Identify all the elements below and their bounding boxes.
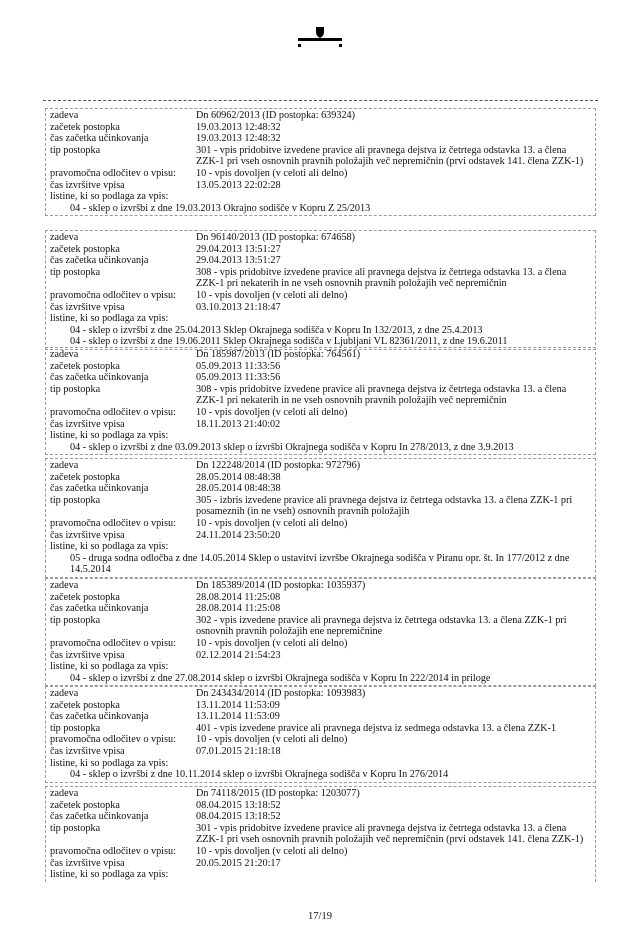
documents-label: listine, ki so podlaga za vpis: [50, 661, 169, 673]
field-value: 13.11.2014 11:53:09 [196, 699, 280, 711]
field-row-odlocitev [50, 638, 595, 650]
field-value: 28.05.2014 08:48:38 [196, 483, 281, 495]
document-item: 04 - sklep o izvršbi z dne 10.11.2014 sklep o izvršbi Okrajnega sodišča v Kopru In 276/2014 [70, 769, 449, 781]
entry-record [45, 786, 596, 882]
field-label: čas izvršitve vpisa [50, 179, 125, 191]
field-label: čas začetka učinkovanja [50, 711, 149, 723]
entry-record [45, 230, 596, 350]
field-value: 305 - izbris izvedene pravice ali pravnega dejstva iz četrtega odstavka 13. a člena ZZK-1 pri posameznih (in ne vseh) osnovnih pravnih položajih [196, 494, 573, 518]
field-row-zacetek [50, 800, 595, 812]
field-label: zadeva [50, 349, 79, 360]
field-value: 13.05.2013 22:02:28 [196, 179, 281, 191]
field-value: 28.08.2014 11:25:08 [196, 591, 281, 603]
field-value: 10 - vpis dovoljen (v celoti ali delno) [196, 637, 348, 649]
field-value: 02.12.2014 21:54:23 [196, 649, 281, 661]
field-value: 401 - vpis izvedene pravice ali pravnega dejstva iz sedmega odstavka 13. a člena ZZK-1 [196, 722, 557, 734]
field-label: tip postopka [50, 266, 101, 278]
field-label: zadeva [50, 688, 79, 699]
field-value: 19.03.2013 12:48:32 [196, 133, 281, 145]
field-label: tip postopka [50, 822, 101, 834]
field-row-zadeva [50, 460, 595, 472]
field-row-zacetek [50, 122, 595, 134]
field-value: 13.11.2014 11:53:09 [196, 711, 280, 723]
field-value: Dn 60962/2013 (ID postopka: 639324) [196, 110, 356, 121]
field-row-zacetek [50, 361, 595, 373]
field-row-cas-ucinkovanja [50, 811, 595, 823]
field-label: tip postopka [50, 144, 101, 156]
field-row-cas-izvrsitve [50, 746, 595, 758]
field-row-cas-izvrsitve [50, 650, 595, 662]
coat-of-arms-logo-icon [296, 26, 344, 48]
field-row-cas-izvrsitve [50, 302, 595, 314]
field-value: Dn 185389/2014 (ID postopka: 1035937) [196, 580, 366, 591]
field-label: pravomočna odločitev o vpisu: [50, 289, 176, 301]
entry-record [45, 108, 596, 216]
field-value: 10 - vpis dovoljen (v celoti ali delno) [196, 406, 348, 418]
documents-label: listine, ki so podlaga za vpis: [50, 191, 169, 203]
documents-label: listine, ki so podlaga za vpis: [50, 313, 169, 325]
field-label: zadeva [50, 580, 79, 591]
field-value: 301 - vpis pridobitve izvedene pravice ali pravnega dejstva iz četrtega odstavka 13. a člena ZZK-1 pri vseh osnovnih pravnih položajih več nepremičnin (prvi odstavek 141. člena ZZK-1) [196, 144, 584, 168]
document-item: 04 - sklep o izvršbi z dne 27.08.2014 sklep o izvršbi Okrajnega sodišča v Kopru In 222/2014 in priloge [70, 672, 491, 684]
field-row-tip [50, 145, 595, 168]
field-row-cas-izvrsitve [50, 180, 595, 192]
field-row-zadeva [50, 110, 595, 122]
field-value: 05.09.2013 11:33:56 [196, 360, 281, 372]
entry-record [45, 458, 596, 578]
field-value: 07.01.2015 21:18:18 [196, 745, 281, 757]
field-value: 302 - vpis izvedene pravice ali pravnega dejstva iz četrtega odstavka 13. a člena ZZK-1 pri osnovnih pravnih položajih ene nepremičnine [196, 614, 567, 638]
field-label: čas začetka učinkovanja [50, 811, 149, 823]
field-value: 08.04.2015 13:18:52 [196, 811, 281, 823]
field-row-zadeva [50, 349, 595, 361]
field-value: 28.05.2014 08:48:38 [196, 471, 281, 483]
field-label: začetek postopka [50, 699, 120, 711]
document-item: 05 - druga sodna odločba z dne 14.05.2014 Sklep o ustavitvi izvršbe Okrajnega sodišča v Piranu opr. št. In 177/2012 z dne 14.5.2014 [70, 552, 570, 576]
field-value: Dn 243434/2014 (ID postopka: 1093983) [196, 688, 366, 699]
field-row-zadeva [50, 788, 595, 800]
field-value: 19.03.2013 12:48:32 [196, 121, 281, 133]
field-row-odlocitev [50, 407, 595, 419]
field-row-odlocitev [50, 168, 595, 180]
field-label: zadeva [50, 110, 79, 121]
field-label: začetek postopka [50, 471, 120, 483]
documents-label: listine, ki so podlaga za vpis: [50, 541, 169, 553]
field-value: Dn 74118/2015 (ID postopka: 1203077) [196, 788, 360, 799]
field-row-tip [50, 267, 595, 290]
field-label: pravomočna odločitev o vpisu: [50, 845, 176, 857]
field-row-cas-izvrsitve [50, 858, 595, 870]
field-value: 08.04.2015 13:18:52 [196, 799, 281, 811]
field-label: pravomočna odločitev o vpisu: [50, 637, 176, 649]
field-row-odlocitev [50, 290, 595, 302]
entry-record [45, 347, 596, 455]
field-value: 308 - vpis pridobitve izvedene pravice ali pravnega dejstva iz četrtega odstavka 13. a člena ZZK-1 pri nekaterih in ne vseh osnovnih pravnih položajih več nepremičnin [196, 383, 567, 407]
field-label: začetek postopka [50, 121, 120, 133]
field-value: 10 - vpis dovoljen (v celoti ali delno) [196, 289, 348, 301]
field-label: zadeva [50, 460, 79, 471]
field-row-zadeva [50, 688, 595, 700]
field-label: tip postopka [50, 614, 101, 626]
field-row-zacetek [50, 700, 595, 712]
field-row-cas-ucinkovanja [50, 603, 595, 615]
field-row-tip [50, 495, 595, 518]
field-value: 29.04.2013 13:51:27 [196, 243, 281, 255]
field-value: Dn 185987/2013 (ID postopka: 764561) [196, 349, 361, 360]
field-row-cas-izvrsitve [50, 419, 595, 431]
documents-label: listine, ki so podlaga za vpis: [50, 757, 169, 769]
field-label: čas izvršitve vpisa [50, 857, 125, 869]
documents-label: listine, ki so podlaga za vpis: [50, 430, 169, 442]
field-value: 20.05.2015 21:20:17 [196, 857, 281, 869]
field-label: tip postopka [50, 383, 101, 395]
field-value: 10 - vpis dovoljen (v celoti ali delno) [196, 167, 348, 179]
field-value: 24.11.2014 23:50:20 [196, 529, 281, 541]
field-value: 308 - vpis pridobitve izvedene pravice ali pravnega dejstva iz četrtega odstavka 13. a člena ZZK-1 pri nekaterih in ne vseh osnovnih pravnih položajih več nepremičnin [196, 266, 567, 290]
field-row-tip [50, 823, 595, 846]
field-label: čas začetka učinkovanja [50, 133, 149, 145]
field-label: pravomočna odločitev o vpisu: [50, 167, 176, 179]
field-label: čas izvršitve vpisa [50, 418, 125, 430]
field-row-cas-ucinkovanja [50, 711, 595, 723]
field-value: Dn 122248/2014 (ID postopka: 972796) [196, 460, 361, 471]
field-label: čas izvršitve vpisa [50, 649, 125, 661]
field-row-odlocitev [50, 734, 595, 746]
field-value: 10 - vpis dovoljen (v celoti ali delno) [196, 734, 348, 746]
field-label: pravomočna odločitev o vpisu: [50, 734, 176, 746]
field-label: čas začetka učinkovanja [50, 255, 149, 267]
field-row-cas-izvrsitve [50, 530, 595, 542]
field-label: začetek postopka [50, 243, 120, 255]
field-label: čas začetka učinkovanja [50, 372, 149, 384]
field-label: čas izvršitve vpisa [50, 529, 125, 541]
field-label: čas začetka učinkovanja [50, 603, 149, 615]
field-row-zadeva [50, 232, 595, 244]
field-row-zadeva [50, 580, 595, 592]
field-value: 10 - vpis dovoljen (v celoti ali delno) [196, 845, 348, 857]
field-row-odlocitev [50, 846, 595, 858]
document-item: 04 - sklep o izvršbi z dne 25.04.2013 Sklep Okrajnega sodišča v Kopru In 132/2013, z dne 25.4.2013 [70, 324, 483, 336]
field-row-tip [50, 723, 595, 735]
field-label: zadeva [50, 232, 79, 243]
field-label: čas izvršitve vpisa [50, 301, 125, 313]
field-row-tip [50, 615, 595, 638]
field-label: pravomočna odločitev o vpisu: [50, 517, 176, 529]
field-row-tip [50, 384, 595, 407]
field-label: začetek postopka [50, 360, 120, 372]
field-value: 03.10.2013 21:18:47 [196, 301, 281, 313]
field-label: tip postopka [50, 494, 101, 506]
entry-record [45, 686, 596, 783]
field-label: začetek postopka [50, 799, 120, 811]
field-row-cas-ucinkovanja [50, 483, 595, 495]
document-item: 04 - sklep o izvršbi z dne 19.03.2013 Okrajno sodišče v Kopru Z 25/2013 [70, 202, 371, 214]
field-value: 18.11.2013 21:40:02 [196, 418, 281, 430]
field-row-zacetek [50, 472, 595, 484]
field-value: 28.08.2014 11:25:08 [196, 603, 281, 615]
field-row-zacetek [50, 592, 595, 604]
entry-record [45, 578, 596, 686]
field-row-zacetek [50, 244, 595, 256]
field-value: 301 - vpis pridobitve izvedene pravice ali pravnega dejstva iz četrtega odstavka 13. a člena ZZK-1 pri vseh osnovnih pravnih položajih več nepremičnin (prvi odstavek 141. člena ZZK-1) [196, 822, 584, 846]
documents-label: listine, ki so podlaga za vpis: [50, 869, 169, 881]
field-value: 05.09.2013 11:33:56 [196, 372, 281, 384]
field-row-cas-ucinkovanja [50, 133, 595, 145]
field-row-cas-ucinkovanja [50, 255, 595, 267]
field-label: čas začetka učinkovanja [50, 483, 149, 495]
field-label: začetek postopka [50, 591, 120, 603]
field-label: tip postopka [50, 722, 101, 734]
field-label: zadeva [50, 788, 79, 799]
field-row-odlocitev [50, 518, 595, 530]
header-separator [43, 100, 598, 101]
page-number: 17/19 [308, 911, 332, 922]
document-item: 04 - sklep o izvršbi z dne 19.06.2011 Sklep Okrajnega sodišča v Ljubljani VL 82361/2011, z dne 19.6.2011 [70, 336, 508, 348]
field-label: čas izvršitve vpisa [50, 745, 125, 757]
field-label: pravomočna odločitev o vpisu: [50, 406, 176, 418]
document-item: 04 - sklep o izvršbi z dne 03.09.2013 sklep o izvršbi Okrajnega sodišča v Kopru In 278/2013, z dne 3.9.2013 [70, 441, 514, 453]
field-row-cas-ucinkovanja [50, 372, 595, 384]
field-value: 10 - vpis dovoljen (v celoti ali delno) [196, 517, 348, 529]
field-value: 29.04.2013 13:51:27 [196, 255, 281, 267]
field-value: Dn 96140/2013 (ID postopka: 674658) [196, 232, 356, 243]
